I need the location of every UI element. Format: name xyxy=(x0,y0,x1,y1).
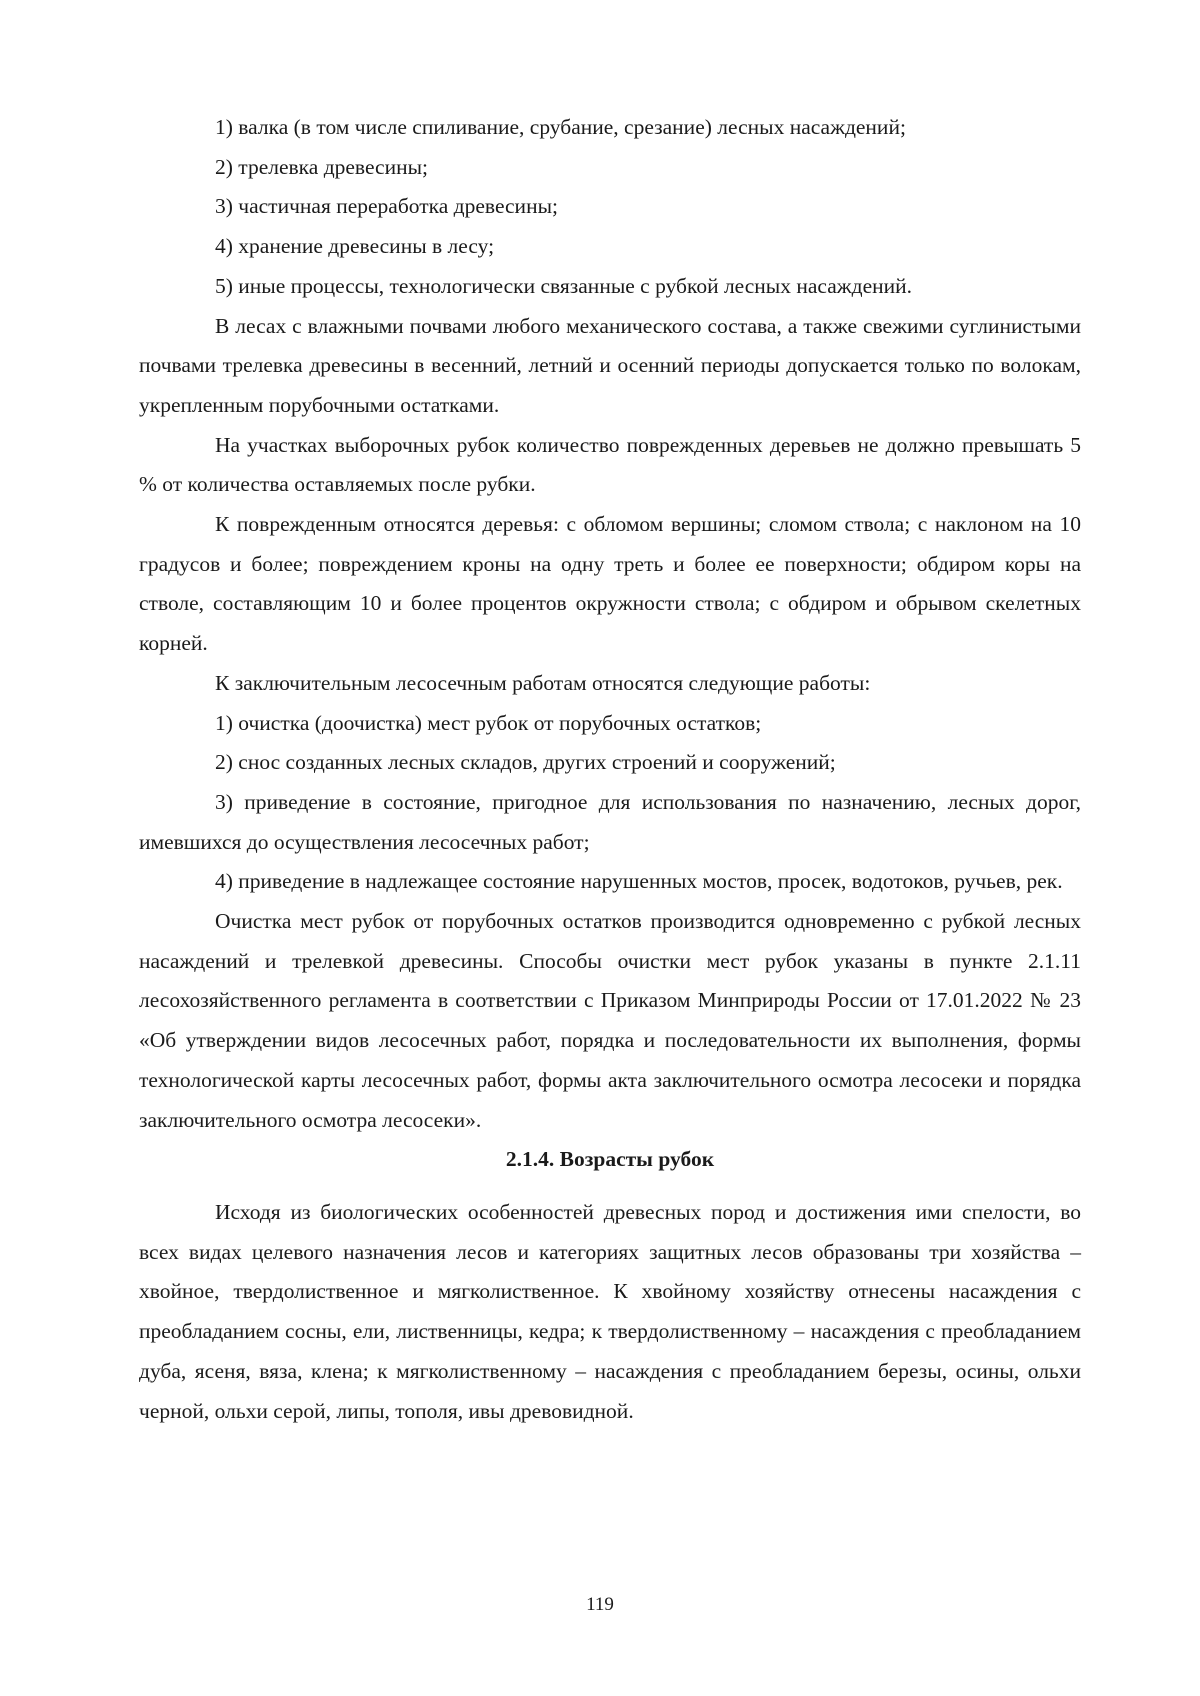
list-item-storage: 4) хранение древесины в лесу; xyxy=(215,234,495,259)
section-heading: 2.1.4. Возрасты рубок xyxy=(505,1147,715,1172)
paragraph-damaged-limit: На участках выборочных рубок количество поврежденных деревьев не должно превышать 5 % от количества оставляемых после рубки. xyxy=(139,432,1081,497)
paragraph-final-works-intro: К заключительным лесосечным работам относятся следующие работы: xyxy=(215,670,871,695)
paragraph-farm-types: Исходя из биологических особенностей древесных пород и достижения ими спелости, во всех видах целевого назначения лесов и категориях защитных лесов образованы три хозяйства – хвойное, твердолиственное и мягколиственное. К хвойному хозяйству отнесены насаждения с преобладанием сосны, ели, лиственницы, кедра; к твердолиственному – насаждения с преобладанием дуба, ясеня, вяза, клена; к мягколиственному – насаждения с преобладанием березы, осины, ольхи черной, ольхи серой, липы, тополя, ивы древовидной. xyxy=(139,1199,1081,1423)
paragraph-cleaning-order: Очистка мест рубок от порубочных остатков производится одновременно с рубкой лесных насаждений и трелевкой древесины. Способы очистки мест рубок указаны в пункте 2.1.11 лесохозяйственного регламента в соответствии с Приказом Минприроды России от 17.01.2022 № 23 «Об утверждении видов лесосечных работ, порядка и последовательности их выполнения, формы технологической карты лесосечных работ, формы акта заключительного осмотра лесосеки и порядка заключительного осмотра лесосеки». xyxy=(139,909,1081,1132)
list-item-skidding: 2) трелевка древесины; xyxy=(215,154,429,179)
list-item-processing: 3) частичная переработка древесины; xyxy=(215,194,558,219)
list-item-cleaning: 1) очистка (доочистка) мест рубок от порубочных остатков; xyxy=(215,710,762,735)
list-item-bridges: 4) приведение в надлежащее состояние нарушенных мостов, просек, водотоков, ручьев, рек. xyxy=(215,869,1063,894)
list-item-other-processes: 5) иные процессы, технологически связанные с рубкой лесных насаждений. xyxy=(215,273,913,298)
list-item-felling: 1) валка (в том числе спиливание, срубание, срезание) лесных насаждений; xyxy=(215,115,906,139)
document-page xyxy=(139,108,1081,1431)
page-number: 119 xyxy=(586,1594,614,1615)
list-item-roads: 3) приведение в состояние, пригодное для использования по назначению, лесных дорог, имевшихся до осуществления лесосечных работ; xyxy=(139,789,1081,854)
list-item-demolition: 2) снос созданных лесных складов, других строений и сооружений; xyxy=(215,750,836,775)
paragraph-wet-soils: В лесах с влажными почвами любого механического состава, а также свежими суглинистыми почвами трелевка древесины в весенний, летний и осенний периоды допускается только по волокам, укрепленным порубочными остатками. xyxy=(139,313,1081,417)
paragraph-damaged-definition: К поврежденным относятся деревья: с обломом вершины; сломом ствола; с наклоном на 10 градусов и более; повреждением кроны на одну треть и более ее поверхности; обдиром коры на стволе, составляющим 10 и более процентов окружности ствола; с обдиром и обрывом скелетных корней. xyxy=(139,512,1081,656)
